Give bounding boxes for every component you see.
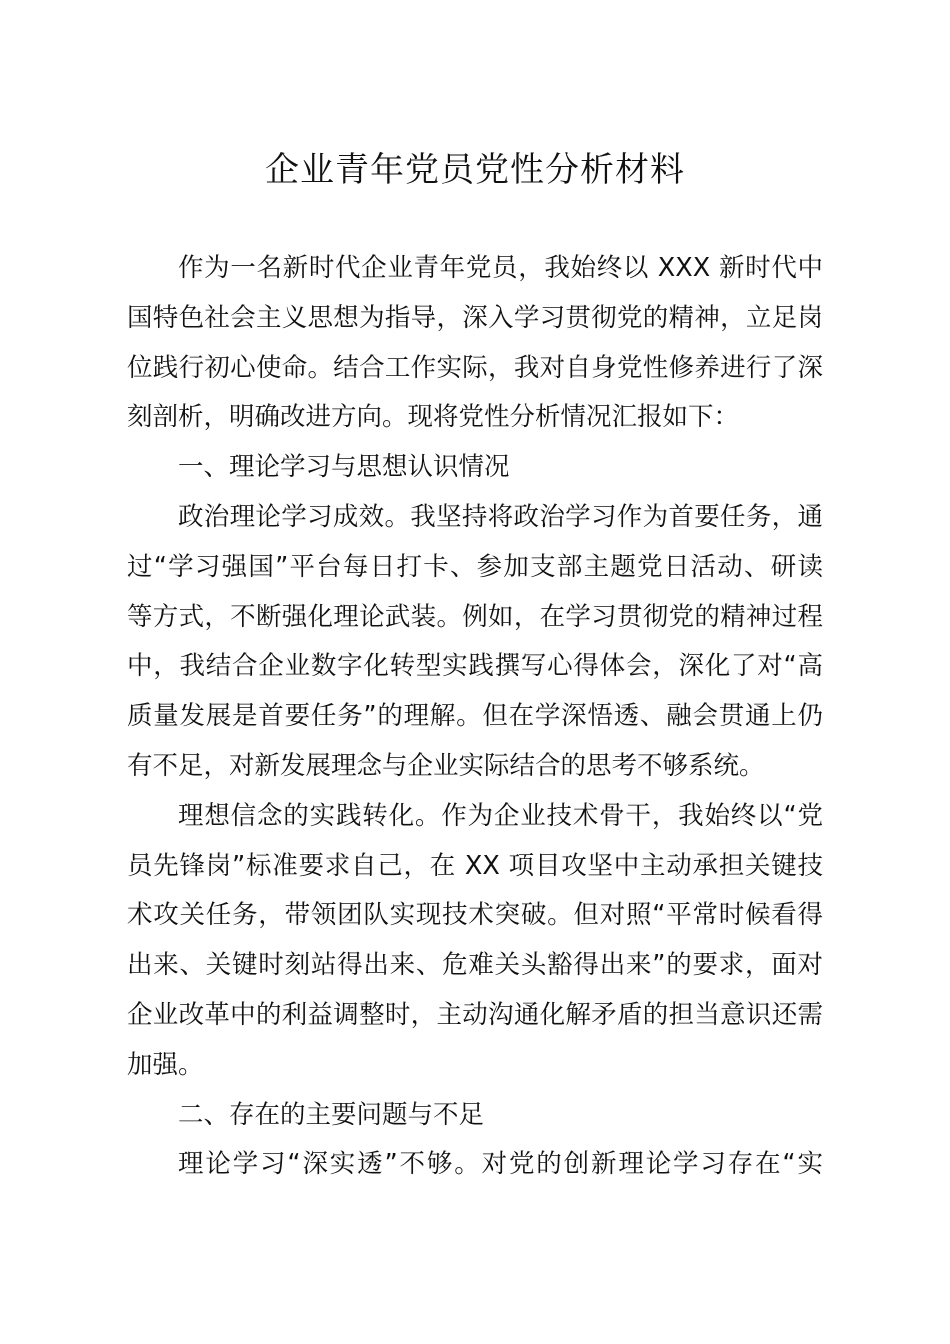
- text-line: 企业改革中的利益调整时，主动沟通化解矛盾的担当意识还需: [127, 999, 823, 1030]
- text-line: 出来、关键时刻站得出来、危难关头豁得出来”的要求，面对: [127, 950, 823, 981]
- text-line: 二、存在的主要问题与不足: [178, 1099, 485, 1130]
- text-line: 过“学习强国”平台每日打卡、参加支部主题党日活动、研读: [127, 551, 823, 582]
- text-line: 中，我结合企业数字化转型实践撰写心得体会，深化了对“高: [127, 651, 823, 682]
- text-line: 理想信念的实践转化。作为企业技术骨干，我始终以“党: [178, 800, 823, 831]
- text-line: 作为一名新时代企业青年党员，我始终以 XXX 新时代中: [178, 253, 823, 283]
- text-line: 政治理论学习成效。我坚持将政治学习作为首要任务，通: [178, 501, 823, 532]
- text-line: 员先锋岗”标准要求自己，在 XX 项目攻坚中主动承担关键技: [127, 850, 823, 881]
- text-line: 有不足，对新发展理念与企业实际结合的思考不够系统。: [127, 750, 765, 781]
- text-line: 刻剖析，明确改进方向。现将党性分析情况汇报如下：: [127, 402, 740, 433]
- document-body: [127, 244, 823, 1190]
- text-line: 等方式，不断强化理论武装。例如，在学习贯彻党的精神过程: [127, 601, 823, 632]
- document-title: 企业青年党员党性分析材料: [265, 150, 685, 190]
- text-line: 位践行初心使命。结合工作实际，我对自身党性修养进行了深: [127, 352, 823, 383]
- text-line: 一、理论学习与思想认识情况: [178, 452, 510, 483]
- text-line: 术攻关任务，带领团队实现技术突破。但对照“平常时候看得: [127, 900, 823, 931]
- text-line: 理论学习“深实透”不够。对党的创新理论学习存在“实: [178, 1149, 823, 1180]
- text-line: 国特色社会主义思想为指导，深入学习贯彻党的精神，立足岗: [127, 302, 823, 333]
- text-line: 质量发展是首要任务”的理解。但在学深悟透、融会贯通上仍: [127, 701, 823, 732]
- text-line: 加强。: [127, 1049, 204, 1080]
